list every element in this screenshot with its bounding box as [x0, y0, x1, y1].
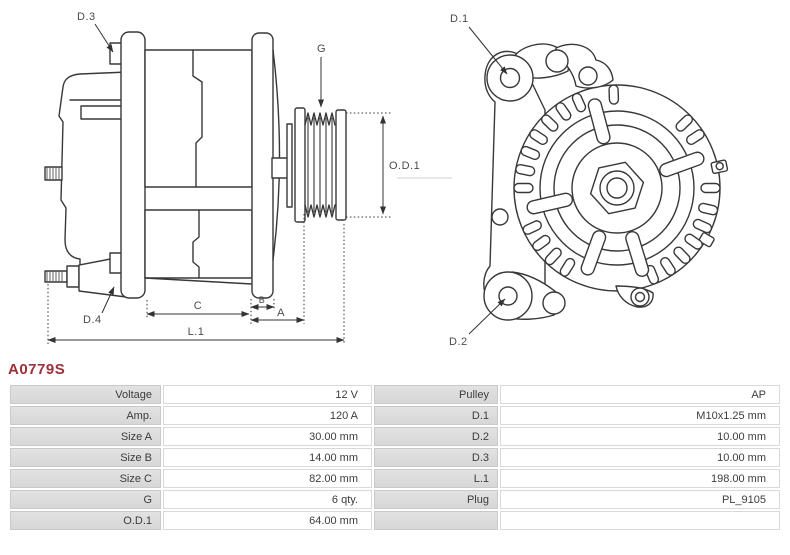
- spec-label-cell: Size A: [10, 427, 161, 446]
- table-row: [10, 406, 780, 425]
- spec-value-cell: 82.00 mm: [163, 469, 372, 488]
- spec-label-cell: Plug: [374, 490, 498, 509]
- spec-label-cell: O.D.1: [10, 511, 161, 530]
- spec-label-cell: D.2: [374, 427, 498, 446]
- table-row: [10, 511, 780, 530]
- label-od1: O.D.1: [389, 160, 421, 172]
- spec-value-cell: AP: [500, 385, 780, 404]
- table-row: [10, 490, 780, 509]
- label-g: G: [317, 43, 327, 55]
- label-d1: D.1: [450, 13, 469, 25]
- spec-value-cell: 120 A: [163, 406, 372, 425]
- spec-value-cell: 64.00 mm: [163, 511, 372, 530]
- label-d4: D.4: [83, 314, 102, 326]
- spec-value-cell: M10x1.25 mm: [500, 406, 780, 425]
- spec-value-cell: 10.00 mm: [500, 427, 780, 446]
- table-row: [10, 469, 780, 488]
- spec-label-cell: Size B: [10, 448, 161, 467]
- spec-label-cell: L.1: [374, 469, 498, 488]
- label-a: A: [277, 307, 285, 319]
- label-c: C: [193, 300, 203, 312]
- spec-value-cell: 14.00 mm: [163, 448, 372, 467]
- spec-label-cell: D.1: [374, 406, 498, 425]
- spec-label-cell: [374, 511, 498, 530]
- table-row: [10, 385, 780, 404]
- spec-value-cell: PL_9105: [500, 490, 780, 509]
- label-b: B: [258, 295, 266, 305]
- label-d2: D.2: [449, 336, 468, 348]
- spec-label-cell: Amp.: [10, 406, 161, 425]
- label-d3: D.3: [77, 11, 96, 23]
- spec-value-cell: 10.00 mm: [500, 448, 780, 467]
- label-l1: L.1: [187, 326, 205, 338]
- spec-value-cell: 6 qty.: [163, 490, 372, 509]
- spec-value-cell: [500, 511, 780, 530]
- spec-label-cell: G: [10, 490, 161, 509]
- spec-label-cell: Pulley: [374, 385, 498, 404]
- spec-table: [8, 383, 782, 532]
- table-row: [10, 448, 780, 467]
- part-number: A0779S: [8, 361, 66, 378]
- table-row: [10, 427, 780, 446]
- spec-label-cell: Size C: [10, 469, 161, 488]
- mount-hole-d1: [501, 69, 520, 88]
- alternator-front-view: [484, 44, 728, 320]
- spec-label-cell: D.3: [374, 448, 498, 467]
- spec-value-cell: 198.00 mm: [500, 469, 780, 488]
- spec-value-cell: 12 V: [163, 385, 372, 404]
- alternator-side-view: [45, 32, 346, 298]
- spec-label-cell: Voltage: [10, 385, 161, 404]
- spec-value-cell: 30.00 mm: [163, 427, 372, 446]
